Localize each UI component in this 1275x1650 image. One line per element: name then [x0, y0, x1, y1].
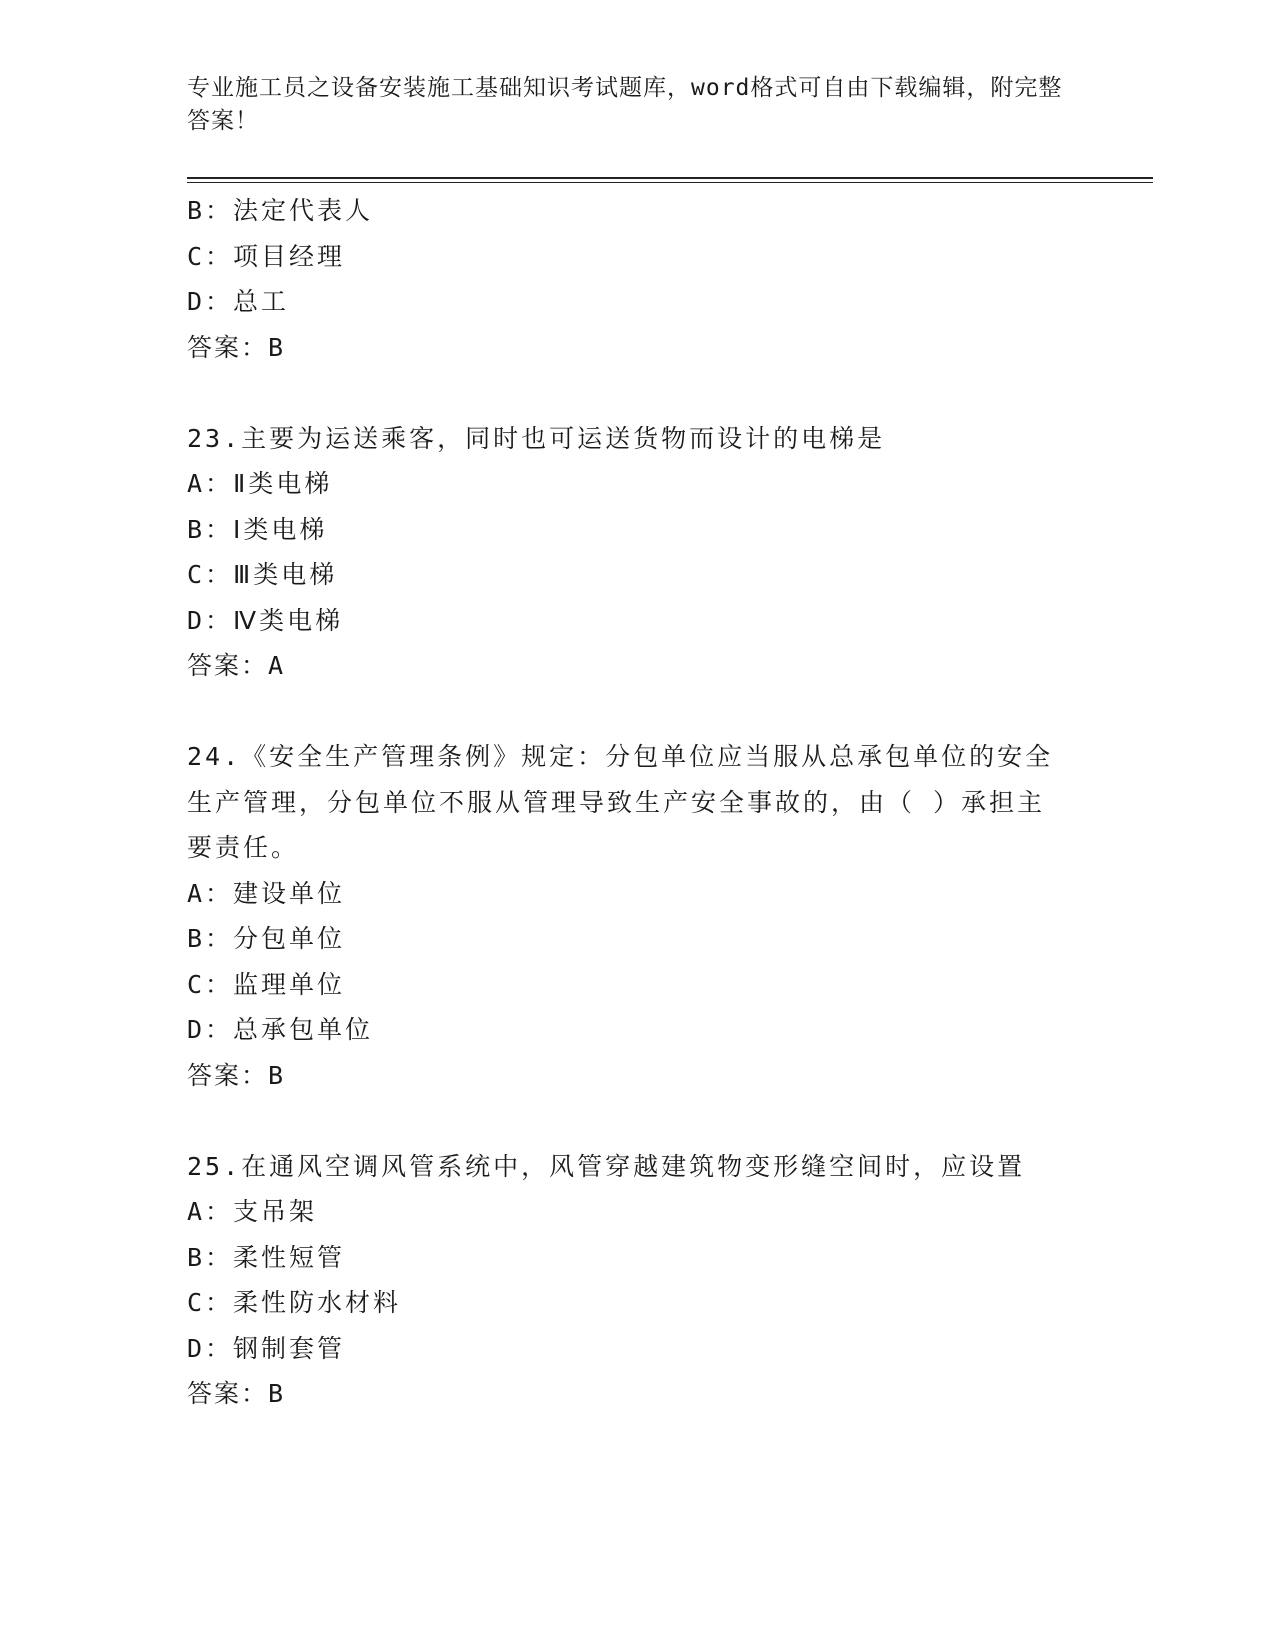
question-block-23: [187, 416, 1087, 689]
question-number: 23.: [187, 423, 242, 453]
question-content: [187, 188, 1087, 1417]
option-a: A：支吊架: [187, 1197, 318, 1226]
option-b: B：法定代表人: [187, 196, 374, 225]
option-b: B：分包单位: [187, 924, 346, 953]
option-a: A：Ⅱ类电梯: [187, 469, 333, 498]
answer-line: 答案：B: [187, 332, 286, 362]
answer-line: 答案：A: [187, 651, 286, 680]
question-block-24: [187, 734, 1087, 1098]
spacer: [187, 1098, 1087, 1144]
spacer: [187, 689, 1087, 735]
option-d: D：总工: [187, 287, 290, 316]
question-block-22: [187, 188, 1087, 370]
question-stem-line-3: 要责任。: [187, 833, 300, 862]
option-b: B：Ⅰ类电梯: [187, 514, 328, 544]
question-block-25: [187, 1144, 1087, 1417]
question-text: 主要为运送乘客，同时也可运送货物而设计的电梯是: [241, 423, 886, 453]
question-number: 24.: [187, 742, 242, 771]
question-text: 在通风空调风管系统中，风管穿越建筑物变形缝空间时，应设置: [241, 1151, 1026, 1181]
question-text: 《安全生产管理条例》规定：分包单位应当服从总承包单位的安全: [241, 742, 1054, 771]
header-divider-thick: [187, 177, 1153, 179]
answer-line: 答案：B: [187, 1060, 286, 1090]
option-d: D：总承包单位: [187, 1015, 374, 1044]
option-c: C：柔性防水材料: [187, 1288, 402, 1317]
option-b: B：柔性短管: [187, 1242, 346, 1272]
answer-line: 答案：B: [187, 1379, 286, 1408]
question-stem-line-1: [187, 734, 1087, 780]
option-c: C：项目经理: [187, 241, 346, 271]
question-number: 25.: [187, 1151, 242, 1181]
question-stem: [187, 1144, 1087, 1190]
header-divider-thin: [187, 182, 1153, 183]
option-c: C：监理单位: [187, 969, 346, 999]
option-d: D：Ⅳ类电梯: [187, 605, 344, 635]
document-header: 专业施工员之设备安装施工基础知识考试题库，word格式可自由下载编辑，附完整答案！: [187, 75, 1063, 134]
option-d: D：钢制套管: [187, 1333, 346, 1363]
option-a: A：建设单位: [187, 878, 346, 908]
question-stem: [187, 416, 1087, 462]
question-stem-line-2: 生产管理，分包单位不服从管理导致生产安全事故的，由（ ）承担主: [187, 787, 1046, 817]
spacer: [187, 370, 1087, 416]
option-c: C：Ⅲ类电梯: [187, 560, 338, 589]
